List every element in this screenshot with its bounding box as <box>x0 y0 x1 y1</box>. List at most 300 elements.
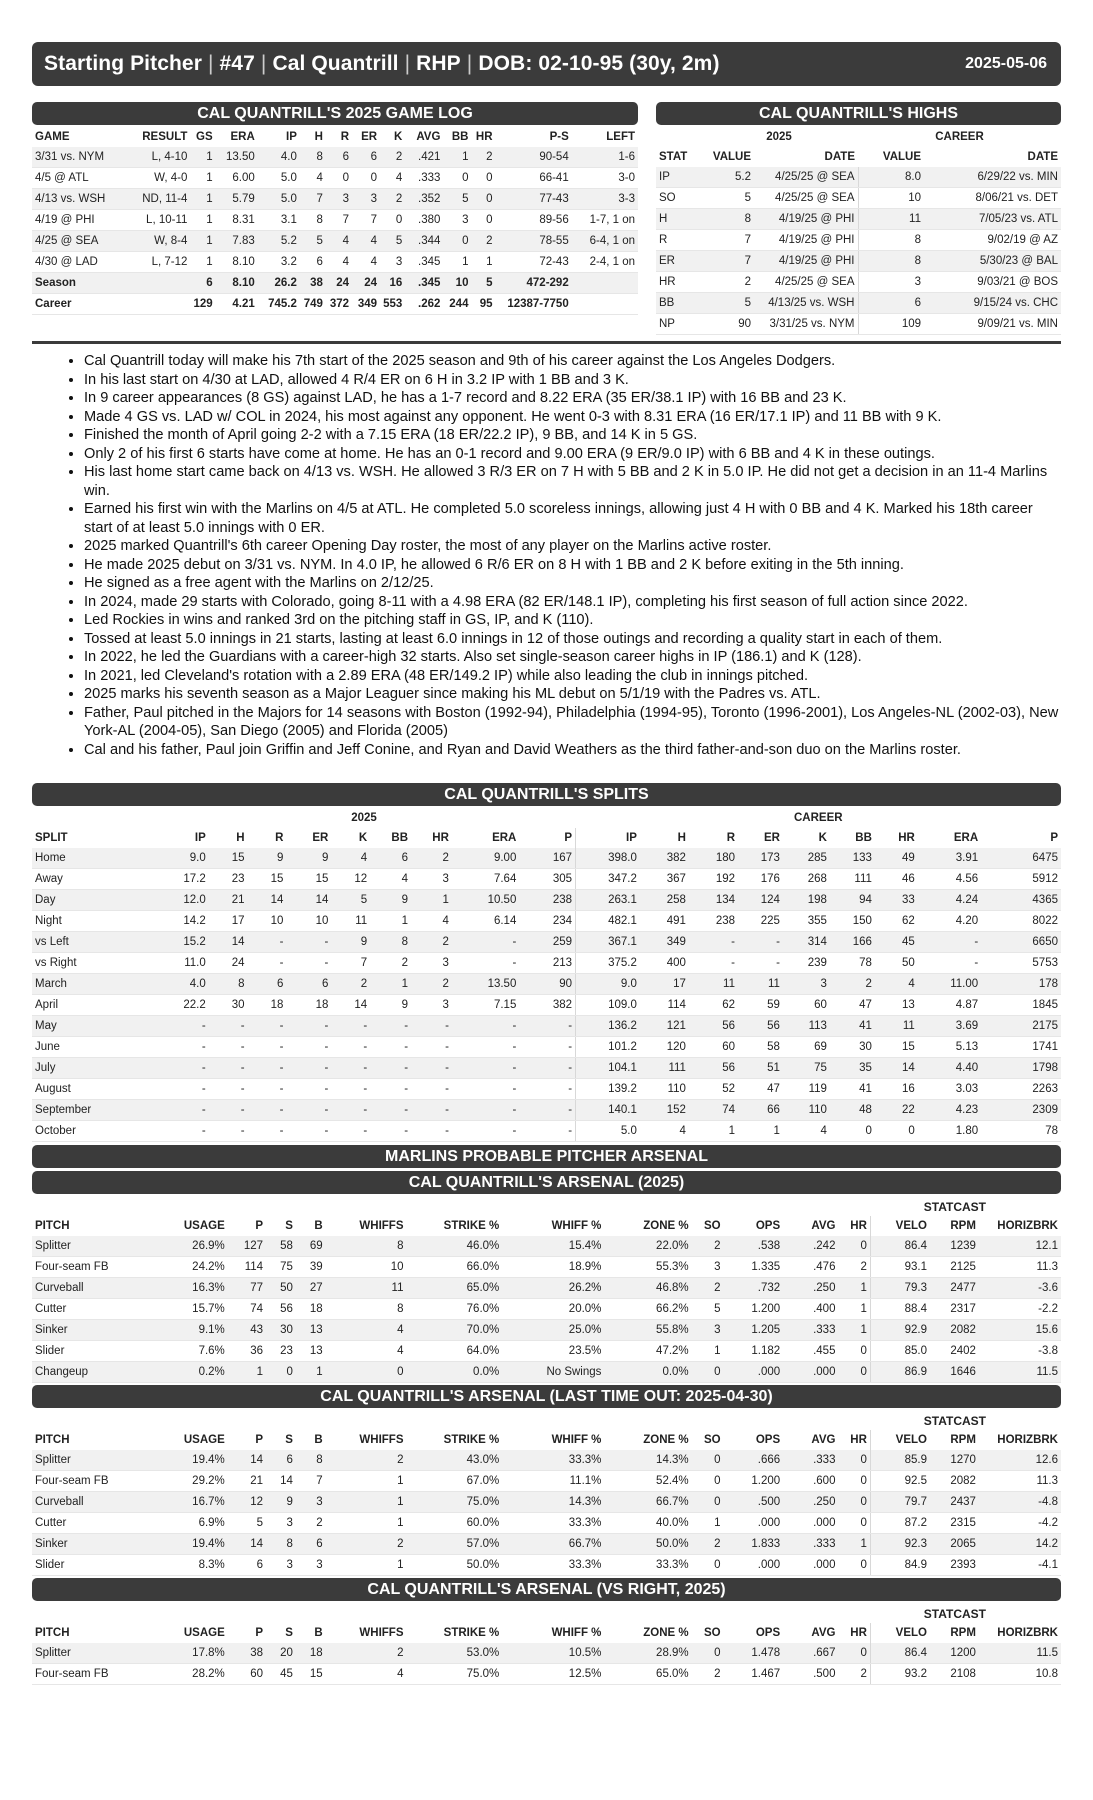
table-cell: 258 <box>640 890 689 911</box>
table-cell: 9.0 <box>153 848 209 869</box>
table-cell: - <box>689 932 738 953</box>
table-cell: 77-43 <box>496 189 572 210</box>
table-cell: - <box>153 1100 209 1121</box>
column-header: P <box>255 1434 264 1446</box>
table-cell: 4/13/25 vs. WSH <box>754 293 858 314</box>
table-cell: Curveball <box>32 1278 172 1299</box>
table-cell: 4 <box>326 231 352 252</box>
table-cell: Curveball <box>32 1492 172 1513</box>
table-cell: 2 <box>380 147 405 168</box>
table-cell: 150 <box>830 911 875 932</box>
table-cell: .000 <box>783 1362 838 1383</box>
table-cell: 1845 <box>981 995 1061 1016</box>
column-header: OPS <box>755 1627 781 1639</box>
column-header: R <box>275 832 284 844</box>
table-cell: 6 <box>326 147 352 168</box>
table-cell: 111 <box>830 869 875 890</box>
table-cell: 56 <box>689 1016 738 1037</box>
table-cell: - <box>411 1016 452 1037</box>
table-cell: 238 <box>689 911 738 932</box>
note-item: • His last home start came back on 4/13 vs. WSH. He allowed 3 R/3 ER on 7 H with 5 BB and 2 K in 5.0 IP. He did not get a decision in an 11-4 Marlins win. <box>84 463 1061 500</box>
table-cell: vs Left <box>32 932 153 953</box>
page-header <box>32 42 1061 86</box>
table-cell: - <box>411 1121 452 1142</box>
table-cell: 1.335 <box>724 1257 784 1278</box>
table-cell: 60.0% <box>407 1513 503 1534</box>
column-header: VALUE <box>882 151 921 163</box>
column-header: P <box>255 1627 264 1639</box>
table-cell: - <box>411 1100 452 1121</box>
table-cell: 1 <box>370 911 411 932</box>
highs-panel <box>656 102 1061 335</box>
table-cell: 4.56 <box>918 869 981 890</box>
table-cell: 2-4, 1 on <box>572 252 638 273</box>
table-cell: 234 <box>519 911 575 932</box>
table-cell: - <box>248 953 287 974</box>
highs-header <box>656 147 1061 167</box>
table-cell: 6 <box>266 1450 296 1471</box>
table-cell: 400 <box>640 953 689 974</box>
table-cell: 17 <box>640 974 689 995</box>
table-cell: 4.40 <box>918 1058 981 1079</box>
table-cell: 8 <box>858 251 924 272</box>
table-cell: 5.2 <box>258 231 300 252</box>
table-cell: - <box>452 932 519 953</box>
table-cell: 50.0% <box>604 1534 691 1555</box>
table-cell: 8/06/21 vs. DET <box>924 188 1061 209</box>
table-cell: 4.87 <box>918 995 981 1016</box>
table-cell: 1-7, 1 on <box>572 210 638 231</box>
column-header: P <box>564 832 573 844</box>
table-cell: 2 <box>471 147 495 168</box>
table-cell: 55.3% <box>604 1257 691 1278</box>
table-cell: 4 <box>411 911 452 932</box>
table-cell: 4/25/25 @ SEA <box>754 167 858 188</box>
table-cell: 17.8% <box>172 1643 227 1664</box>
table-cell: 14 <box>228 1450 266 1471</box>
table-cell: 5 <box>228 1513 266 1534</box>
table-cell: 29.2% <box>172 1471 227 1492</box>
table-cell: 285 <box>783 848 830 869</box>
table-cell: - <box>209 1058 248 1079</box>
note-item: • He signed as a free agent with the Marlins on 2/12/25. <box>84 574 1061 593</box>
table-cell: 4 <box>300 168 326 189</box>
highs-row <box>656 251 1061 272</box>
table-cell: - <box>331 1037 370 1058</box>
table-cell: 21 <box>209 890 248 911</box>
column-header: WHIFF % <box>551 1434 602 1446</box>
table-cell: 114 <box>228 1257 266 1278</box>
table-cell: 1.205 <box>724 1320 784 1341</box>
table-cell: 15 <box>875 1037 918 1058</box>
column-header: S <box>285 1434 293 1446</box>
table-cell: 375.2 <box>576 953 640 974</box>
table-cell: 14 <box>286 890 331 911</box>
table-cell: 5/30/23 @ BAL <box>924 251 1061 272</box>
table-cell: 84.9 <box>870 1555 930 1576</box>
table-cell: 7.6% <box>172 1341 227 1362</box>
table-cell: - <box>248 1121 287 1142</box>
table-cell: 14 <box>331 995 370 1016</box>
table-cell: 6 <box>286 974 331 995</box>
table-cell: 2402 <box>930 1341 979 1362</box>
table-cell: 5.0 <box>576 1121 640 1142</box>
table-cell: 1 <box>692 1341 724 1362</box>
table-cell: June <box>32 1037 153 1058</box>
arsenal-row <box>32 1341 1061 1362</box>
table-cell: 2125 <box>930 1257 979 1278</box>
table-cell: 6 <box>352 147 380 168</box>
table-cell: - <box>370 1016 411 1037</box>
table-cell: Career <box>32 294 124 315</box>
table-cell: 23.5% <box>502 1341 604 1362</box>
table-cell: 6.00 <box>216 168 258 189</box>
table-cell: Splitter <box>32 1643 172 1664</box>
table-cell: 1 <box>471 252 495 273</box>
table-cell: 86.9 <box>870 1362 930 1383</box>
table-cell: 111 <box>640 1058 689 1079</box>
table-cell: 12.1 <box>979 1236 1061 1257</box>
splits-row <box>32 890 1061 911</box>
table-cell: - <box>286 1016 331 1037</box>
table-cell: 41 <box>830 1079 875 1100</box>
table-cell: - <box>248 1100 287 1121</box>
table-cell: - <box>370 1058 411 1079</box>
table-cell: 0 <box>692 1450 724 1471</box>
table-cell: 4 <box>326 1341 407 1362</box>
table-cell: 1 <box>443 147 471 168</box>
table-cell: 88.4 <box>870 1299 930 1320</box>
table-cell <box>572 294 638 315</box>
table-cell: 367.1 <box>576 932 640 953</box>
table-cell: 20 <box>266 1643 296 1664</box>
table-cell: 4365 <box>981 890 1061 911</box>
column-header: VALUE <box>712 151 751 163</box>
table-cell: 2082 <box>930 1471 979 1492</box>
highs-row <box>656 188 1061 209</box>
column-header: ER <box>312 832 329 844</box>
table-cell: BB <box>656 293 700 314</box>
table-cell: 26.2% <box>502 1278 604 1299</box>
table-cell: 47 <box>830 995 875 1016</box>
table-cell: 9 <box>266 1492 296 1513</box>
table-cell: 11.0 <box>153 953 209 974</box>
table-cell: Changeup <box>32 1362 172 1383</box>
note-item: • In 2022, he led the Guardians with a career-high 32 starts. Also set single-season career highs in IP (186.1) and K (128). <box>84 648 1061 667</box>
table-cell: 2317 <box>930 1299 979 1320</box>
table-cell: 2309 <box>981 1100 1061 1121</box>
table-cell: - <box>411 1037 452 1058</box>
table-cell: Sinker <box>32 1534 172 1555</box>
column-header: ERA <box>230 131 255 143</box>
section-divider <box>32 341 1061 344</box>
table-cell: 86.4 <box>870 1236 930 1257</box>
splits-row <box>32 1037 1061 1058</box>
column-header: WHIFFS <box>359 1627 404 1639</box>
table-cell: - <box>153 1037 209 1058</box>
table-cell: 18.9% <box>502 1257 604 1278</box>
table-cell: 2 <box>296 1513 326 1534</box>
table-cell: 176 <box>738 869 783 890</box>
table-cell: 85.0 <box>870 1341 930 1362</box>
table-cell: 15 <box>209 848 248 869</box>
table-cell: 2 <box>411 932 452 953</box>
table-cell: - <box>331 1016 370 1037</box>
table-cell: 38 <box>300 273 326 294</box>
table-cell: 4 <box>640 1121 689 1142</box>
highs-title: CAL QUANTRILL'S HIGHS <box>656 102 1061 125</box>
table-cell: 8 <box>326 1299 407 1320</box>
table-cell: 66.0% <box>407 1257 503 1278</box>
column-header: PITCH <box>35 1220 70 1232</box>
column-header: VELO <box>870 1623 930 1643</box>
table-cell: 50 <box>266 1278 296 1299</box>
table-cell: 9 <box>331 932 370 953</box>
column-header: STAT <box>659 151 688 163</box>
table-cell: 5.0 <box>258 189 300 210</box>
table-cell: 1 <box>838 1534 870 1555</box>
table-cell: 0 <box>443 231 471 252</box>
table-cell: 11 <box>331 911 370 932</box>
table-cell: - <box>411 1058 452 1079</box>
table-cell: HR <box>656 272 700 293</box>
table-cell: 12.0 <box>153 890 209 911</box>
table-cell: - <box>209 1079 248 1100</box>
table-cell: 14.2 <box>979 1534 1061 1555</box>
splits-row <box>32 995 1061 1016</box>
table-cell: 64.0% <box>407 1341 503 1362</box>
table-cell: - <box>248 1016 287 1037</box>
arsenal-section <box>32 1171 1061 1685</box>
table-cell: 17.2 <box>153 869 209 890</box>
table-cell: 56 <box>266 1299 296 1320</box>
table-cell: 90 <box>700 314 754 335</box>
table-cell: 9.0 <box>576 974 640 995</box>
table-cell: 192 <box>689 869 738 890</box>
table-cell: 355 <box>783 911 830 932</box>
table-cell: 1 <box>326 1471 407 1492</box>
table-cell: 7.83 <box>216 231 258 252</box>
table-cell: .333 <box>405 168 443 189</box>
table-cell: 30 <box>266 1320 296 1341</box>
table-cell: Four-seam FB <box>32 1257 172 1278</box>
table-cell: 0 <box>838 1492 870 1513</box>
table-cell: 2 <box>838 1664 870 1685</box>
table-cell: 9 <box>286 848 331 869</box>
table-cell: IP <box>656 167 700 188</box>
column-header: RPM <box>950 1627 976 1639</box>
table-cell: 2082 <box>930 1320 979 1341</box>
table-cell: 2108 <box>930 1664 979 1685</box>
table-cell: 14 <box>209 932 248 953</box>
game-log-row <box>32 210 638 231</box>
game-log-row <box>32 252 638 273</box>
table-cell: 4/19/25 @ PHI <box>754 251 858 272</box>
table-cell: 114 <box>640 995 689 1016</box>
table-cell: 94 <box>830 890 875 911</box>
table-cell: 45 <box>266 1664 296 1685</box>
table-cell: 3/31 vs. NYM <box>32 147 124 168</box>
table-cell: 3 <box>296 1555 326 1576</box>
table-cell: 5 <box>471 273 495 294</box>
table-cell: - <box>331 1100 370 1121</box>
table-cell: 38 <box>228 1643 266 1664</box>
table-cell: 11 <box>875 1016 918 1037</box>
table-cell: 0 <box>326 1362 407 1383</box>
table-cell: 109 <box>858 314 924 335</box>
table-cell: - <box>689 953 738 974</box>
title-number: #47 <box>219 52 255 75</box>
table-cell: 10 <box>443 273 471 294</box>
table-cell: 47.2% <box>604 1341 691 1362</box>
table-cell: 11.1% <box>502 1471 604 1492</box>
table-cell: 70.0% <box>407 1320 503 1341</box>
column-header: ER <box>361 131 378 143</box>
table-cell: 75 <box>783 1058 830 1079</box>
column-header: WHIFF % <box>551 1220 602 1232</box>
column-header: PITCH <box>35 1627 70 1639</box>
table-cell: 6.14 <box>452 911 519 932</box>
table-cell: .732 <box>724 1278 784 1299</box>
table-cell: 30 <box>830 1037 875 1058</box>
arsenal-block <box>32 1385 1061 1576</box>
table-cell: - <box>286 1037 331 1058</box>
table-cell: .333 <box>783 1450 838 1471</box>
table-cell: - <box>452 1016 519 1037</box>
table-cell: 40.0% <box>604 1513 691 1534</box>
table-cell: 2 <box>380 189 405 210</box>
table-cell: 1 <box>326 1555 407 1576</box>
table-cell: 4/25/25 @ SEA <box>754 188 858 209</box>
table-cell: - <box>248 932 287 953</box>
column-header: OPS <box>755 1434 781 1446</box>
arsenal-row <box>32 1236 1061 1257</box>
table-cell: 3.69 <box>918 1016 981 1037</box>
table-cell: 10 <box>286 911 331 932</box>
table-cell: 23 <box>266 1341 296 1362</box>
table-cell: - <box>153 1016 209 1037</box>
table-cell: .333 <box>783 1534 838 1555</box>
table-cell: 305 <box>519 869 575 890</box>
table-cell: -3.8 <box>979 1341 1061 1362</box>
table-cell: ER <box>656 251 700 272</box>
table-cell: 14 <box>266 1471 296 1492</box>
table-cell: 0 <box>838 1341 870 1362</box>
table-cell: 1 <box>326 1492 407 1513</box>
table-cell: 8.10 <box>216 273 258 294</box>
table-cell: 8 <box>326 1236 407 1257</box>
note-item: • Earned his first win with the Marlins on 4/5 at ATL. He completed 5.0 scoreless innings, allowing just 4 H with 0 BB and 4 K. Marked his 18th career start of at least 5.0 innings with 0 ER. <box>84 500 1061 537</box>
arsenal-row <box>32 1555 1061 1576</box>
table-cell: 7 <box>300 189 326 210</box>
table-cell: 62 <box>689 995 738 1016</box>
table-cell: 3 <box>783 974 830 995</box>
table-cell: 3 <box>692 1257 724 1278</box>
table-cell: 109.0 <box>576 995 640 1016</box>
table-cell: 4/30 @ LAD <box>32 252 124 273</box>
table-cell: 0 <box>838 1450 870 1471</box>
table-cell <box>124 273 190 294</box>
table-cell: 22.2 <box>153 995 209 1016</box>
table-cell: -4.1 <box>979 1555 1061 1576</box>
game-log-total-row <box>32 294 638 315</box>
table-cell: 127 <box>228 1236 266 1257</box>
table-cell: 1-6 <box>572 147 638 168</box>
table-cell: 6 <box>858 293 924 314</box>
highs-table <box>656 127 1061 335</box>
arsenal-row <box>32 1278 1061 1299</box>
table-cell: 1 <box>370 974 411 995</box>
table-cell: 59 <box>738 995 783 1016</box>
table-cell: 5 <box>443 189 471 210</box>
table-cell: 7 <box>331 953 370 974</box>
table-cell: - <box>738 932 783 953</box>
table-cell: 2 <box>331 974 370 995</box>
table-cell: No Swings <box>502 1362 604 1383</box>
arsenal-row <box>32 1664 1061 1685</box>
table-cell: - <box>370 1121 411 1142</box>
table-cell: - <box>738 953 783 974</box>
table-cell: 372 <box>326 294 352 315</box>
table-cell: 5912 <box>981 869 1061 890</box>
table-cell: 10.50 <box>452 890 519 911</box>
table-cell: 45 <box>875 932 918 953</box>
table-cell: 0 <box>352 168 380 189</box>
column-header: STRIKE % <box>443 1627 500 1639</box>
table-cell: 60 <box>228 1664 266 1685</box>
table-cell: Four-seam FB <box>32 1471 172 1492</box>
table-cell: 11 <box>689 974 738 995</box>
table-cell: -4.8 <box>979 1492 1061 1513</box>
table-cell: 104.1 <box>576 1058 640 1079</box>
table-cell: 9/03/21 @ BOS <box>924 272 1061 293</box>
table-cell: 74 <box>228 1299 266 1320</box>
table-cell: 14.2 <box>153 911 209 932</box>
table-cell: 2065 <box>930 1534 979 1555</box>
table-cell: 140.1 <box>576 1100 640 1121</box>
table-cell: 1 <box>190 189 215 210</box>
table-cell: 8 <box>266 1534 296 1555</box>
table-cell: 8.3% <box>172 1555 227 1576</box>
title-role: Starting Pitcher <box>44 52 202 75</box>
column-header: USAGE <box>183 1434 225 1446</box>
table-cell: 1 <box>443 252 471 273</box>
table-cell: 10 <box>858 188 924 209</box>
arsenal-block <box>32 1171 1061 1383</box>
note-item: • 2025 marks his seventh season as a Major Leaguer since making his ML debut on 5/1/19 with the Padres vs. ATL. <box>84 685 1061 704</box>
table-cell: 9/15/24 vs. CHC <box>924 293 1061 314</box>
table-cell: 69 <box>296 1236 326 1257</box>
table-cell: 225 <box>738 911 783 932</box>
column-header: K <box>358 832 368 844</box>
column-header: K <box>394 131 403 143</box>
table-cell: 0 <box>326 168 352 189</box>
table-cell: 482.1 <box>576 911 640 932</box>
arsenal-title: CAL QUANTRILL'S ARSENAL (LAST TIME OUT: 2025-04-30) <box>32 1385 1061 1408</box>
table-cell: 314 <box>783 932 830 953</box>
table-cell: 8 <box>296 1450 326 1471</box>
note-item: • Finished the month of April going 2-2 with a 7.15 ERA (18 ER/22.2 IP), 9 BB, and 14 K in 5 GS. <box>84 426 1061 445</box>
table-cell: 2437 <box>930 1492 979 1513</box>
arsenal-title: CAL QUANTRILL'S ARSENAL (VS RIGHT, 2025) <box>32 1578 1061 1601</box>
table-cell: 139.2 <box>576 1079 640 1100</box>
table-cell: 259 <box>519 932 575 953</box>
table-cell: 3 <box>296 1492 326 1513</box>
table-cell: 6 <box>248 974 287 995</box>
arsenal-row <box>32 1534 1061 1555</box>
table-cell: 5 <box>380 231 405 252</box>
table-cell: 4 <box>331 848 370 869</box>
